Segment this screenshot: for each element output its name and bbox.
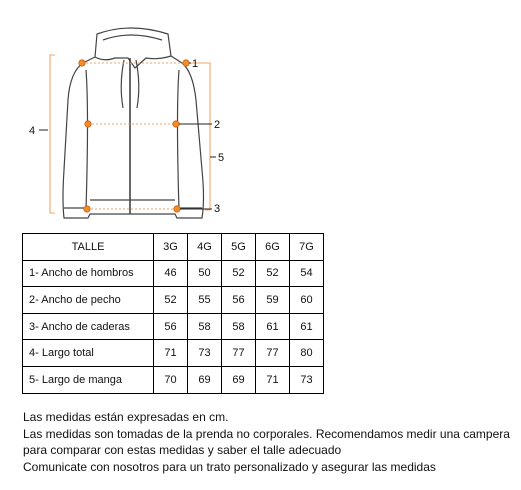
table-header-size: 3G bbox=[154, 234, 188, 261]
marker-dot bbox=[84, 206, 90, 212]
row-label: 3- Ancho de caderas bbox=[23, 313, 154, 340]
table-cell: 73 bbox=[290, 366, 324, 393]
hoodie-body bbox=[63, 56, 204, 218]
table-cell: 50 bbox=[188, 260, 222, 287]
table-header-size: 5G bbox=[222, 234, 256, 261]
callout-2: 2 bbox=[214, 119, 221, 131]
table-cell: 52 bbox=[222, 260, 256, 287]
table-cell: 54 bbox=[290, 260, 324, 287]
callout-1: 1 bbox=[192, 58, 199, 70]
callout-4: 4 bbox=[29, 125, 36, 137]
table-header-size: 4G bbox=[188, 234, 222, 261]
table-cell: 69 bbox=[222, 366, 256, 393]
table-cell: 58 bbox=[188, 313, 222, 340]
table-cell: 58 bbox=[222, 313, 256, 340]
table-header-size: 6G bbox=[256, 234, 290, 261]
note-line: Comunicate con nosotros para un trato personalizado y asegurar las medidas bbox=[23, 459, 436, 474]
measurement-notes bbox=[23, 409, 518, 475]
table-header-row bbox=[23, 234, 324, 261]
row-label: 5- Largo de manga bbox=[23, 366, 154, 393]
table-cell: 71 bbox=[256, 366, 290, 393]
table-cell: 73 bbox=[188, 340, 222, 367]
table-cell: 56 bbox=[154, 313, 188, 340]
table-row bbox=[23, 313, 324, 340]
marker-dot bbox=[174, 206, 180, 212]
hoodie-hood bbox=[95, 28, 171, 68]
table-cell: 77 bbox=[256, 340, 290, 367]
table-cell: 56 bbox=[222, 287, 256, 314]
marker-dot bbox=[183, 60, 189, 66]
callout-3: 3 bbox=[214, 203, 221, 215]
table-cell: 46 bbox=[154, 260, 188, 287]
row-label: 1- Ancho de hombros bbox=[23, 260, 154, 287]
table-row bbox=[23, 287, 324, 314]
table-cell: 70 bbox=[154, 366, 188, 393]
table-row bbox=[23, 260, 324, 287]
table-cell: 71 bbox=[154, 340, 188, 367]
table-header-talle: TALLE bbox=[23, 234, 154, 261]
table-cell: 52 bbox=[256, 260, 290, 287]
table-cell: 55 bbox=[188, 287, 222, 314]
table-cell: 77 bbox=[222, 340, 256, 367]
hoodie-measurement-diagram bbox=[0, 0, 521, 232]
marker-dot bbox=[173, 121, 179, 127]
marker-dot bbox=[79, 60, 85, 66]
marker-dot bbox=[85, 121, 91, 127]
callout-5: 5 bbox=[218, 152, 225, 164]
table-cell: 59 bbox=[256, 287, 290, 314]
note-line: Las medidas están expresadas en cm. bbox=[23, 410, 229, 424]
table-row bbox=[23, 366, 324, 393]
table-cell: 61 bbox=[256, 313, 290, 340]
table-cell: 60 bbox=[290, 287, 324, 314]
table-cell: 52 bbox=[154, 287, 188, 314]
row-label: 2- Ancho de pecho bbox=[23, 287, 154, 314]
note-line: Las medidas son tomadas de la prenda no corporales. Recomendamos medir una campera bbox=[23, 426, 510, 441]
table-cell: 80 bbox=[290, 340, 324, 367]
table-header-size: 7G bbox=[290, 234, 324, 261]
measure-line-total-length bbox=[50, 55, 55, 213]
measure-line-sleeve bbox=[186, 63, 210, 210]
table-cell: 61 bbox=[290, 313, 324, 340]
note-line: para comparar con estas medidas y saber el talle adecuado bbox=[23, 443, 342, 457]
row-label: 4- Largo total bbox=[23, 340, 154, 367]
table-cell: 69 bbox=[188, 366, 222, 393]
table-row bbox=[23, 340, 324, 367]
size-table bbox=[22, 233, 324, 394]
